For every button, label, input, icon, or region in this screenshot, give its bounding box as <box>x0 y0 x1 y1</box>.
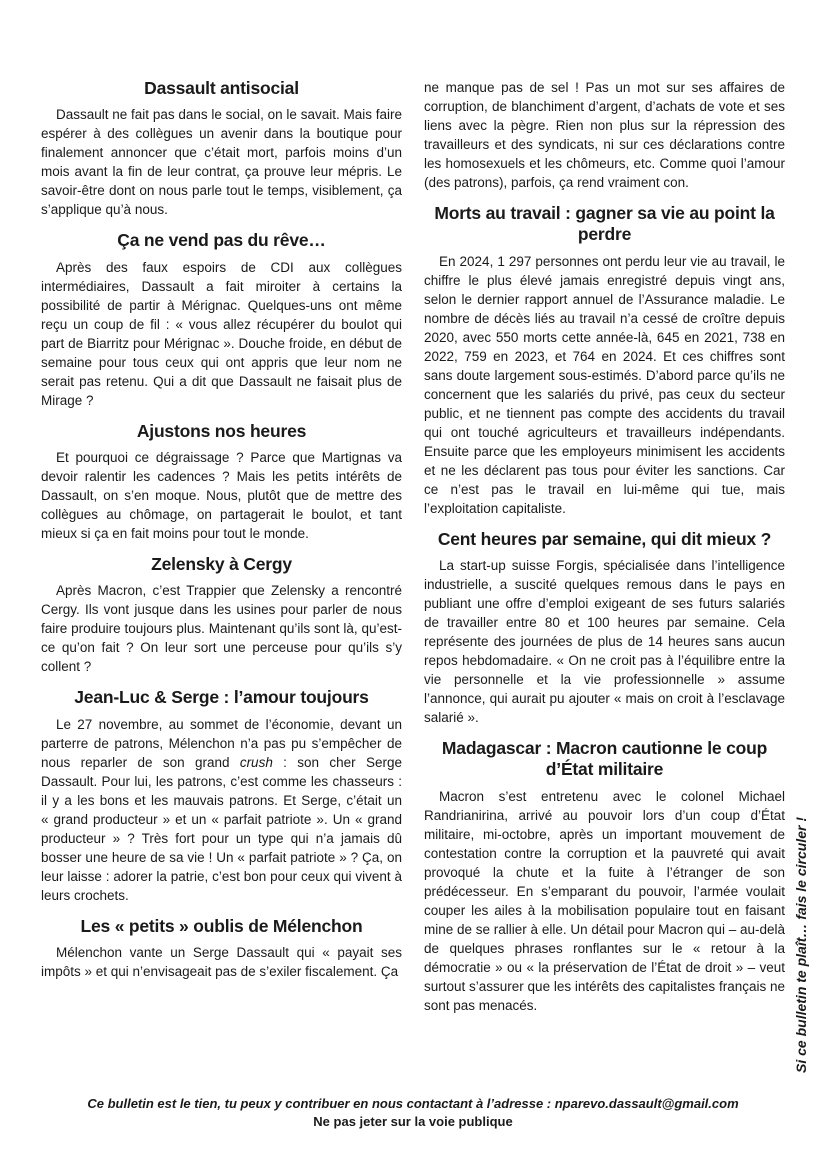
two-column-layout <box>41 78 785 1015</box>
section-heading: Dassault antisocial <box>144 78 299 98</box>
section-heading: Les « petits » oublis de Mélenchon <box>80 915 363 936</box>
section-ajustons-nos-heures <box>41 421 402 543</box>
continuation-paragraph: ne manque pas de sel ! Pas un mot sur ses affaires de corruption, de blanchiment d’argent, d’achats de vote et ses liens avec la pègre. Rien non plus sur la répression des travailleurs et des syndicats, ni sur ces déclarations contre les homosexuels et les chômeurs, etc. Comme quoi l’amour (des patrons), parfois, ça rend vraiment con. <box>424 80 785 190</box>
section-paragraph: Après Macron, c’est Trappier que Zelensky a rencontré Cergy. Ils vont jusque dans les usines pour parler de nous faire produire toujours plus. Maintenant qu’ils sont là, qu’est-ce qu’on fait ? On leur sort une perceuse pour qu’ils s’y collent ? <box>41 583 402 675</box>
right-column <box>424 78 785 1015</box>
footer-notice-line: Ne pas jeter sur la voie publique <box>313 1114 513 1129</box>
section-paragraph: Mélenchon vante un Serge Dassault qui « payait ses impôts » et qui n’envisageait pas de s’exiler fiscalement. Ça <box>41 945 402 980</box>
section-heading: Ça ne vend pas du rêve… <box>117 230 326 251</box>
section-zelensky-a-cergy <box>41 554 402 676</box>
section-heading: Madagascar : Macron cautionne le coup d’État militaire <box>441 738 768 780</box>
section-continuation <box>424 78 785 192</box>
section-heading: Zelensky à Cergy <box>151 554 292 575</box>
section-cent-heures-par-semaine <box>424 529 785 727</box>
section-heading: Morts au travail : gagner sa vie au point la perdre <box>434 203 775 245</box>
left-column <box>41 78 402 1015</box>
section-jean-luc-et-serge <box>41 687 402 904</box>
section-heading: Ajustons nos heures <box>136 420 307 441</box>
section-morts-au-travail <box>424 203 785 518</box>
section-madagascar-coup-detat <box>424 738 785 1015</box>
section-heading: Cent heures par semaine, qui dit mieux ? <box>437 528 772 549</box>
section-paragraph: En 2024, 1 297 personnes ont perdu leur vie au travail, le chiffre le plus élevé jamais enregistré depuis vingt ans, selon le dernier rapport annuel de l’Assurance maladie. Le nombre de décès liés au travail n’a cessé de croître depuis 2020, avec 550 morts cette année-là, 645 en 2021, 738 en 2022, 759 en 2023, et 764 en 2024. Et ces chiffres sont sans doute largement sous-estimés. D’abord parce qu’ils ne concernent que les salariés du privé, pas ceux du secteur public, et ne tiennent pas compte des accidents du travail qui ont touché agriculteurs et travailleurs indépendants. Ensuite parce que les employeurs minimisent les accidents et ne les déclarent pas tous pour éviter les sanctions. Car ce n’est pas le travail en lui-même qui tue, mais l’exploitation capitaliste. <box>424 253 785 516</box>
italic-word: crush <box>239 754 273 770</box>
section-dassault-antisocial <box>41 78 402 219</box>
section-ca-ne-vend-pas-du-reve <box>41 230 402 409</box>
section-paragraph: Après des faux espoirs de CDI aux collègues intermédiaires, Dassault a fait miroiter à certains la possibilité de partir à Mérignac. Quelques-uns ont même reçu un coup de fil : « vous allez récupérer du boulot qui part de Biarritz pour Mérignac ». Douche froide, en début de semaine pour tous ceux qui ont appris que leur nom ne serait pas retenu. Qui a dit que Dassault ne faisait plus de Mirage ? <box>41 259 402 408</box>
page-footer <box>0 1096 826 1129</box>
section-petits-oublis-de-melenchon <box>41 916 402 981</box>
footer-contact-line: Ce bulletin est le tien, tu peux y contribuer en nous contactant à l’adresse : nparevo.dassault@gmail.com <box>87 1096 739 1111</box>
section-paragraph: Macron s’est entretenu avec le colonel Michael Randrianirina, arrivé au pouvoir lors d’un coup d’État militaire, mi-octobre, après un important mouvement de contestation contre la corruption et la pauvreté qui avait provoqué la chute et la fuite à l’étranger de son prédécesseur. En s’emparant du pouvoir, l’armée voulait couper les ailes à la mobilisation populaire tout en faisant mine de se rallier à elle. Un détail pour Macron qui – au-delà de quelques phrases ronflantes sur le « retour à la démocratie » ou « la préservation de l’État de droit » – veut surtout s’assurer que les intérêts des capitalistes français ne sont pas menacés. <box>424 788 785 1013</box>
paragraph-text: : son cher Serge Dassault. Pour lui, les patrons, c’est comme les chasseurs : il y a les bons et les mauvais patrons. Et Serge, c’était un « grand producteur » et un « parfait patriote ». Un « grand producteur » ? Très fort pour un type qui n’a jamais dû bosser une heure de sa vie ! Un « parfait patriote » ? Ça, on leur laisse : adorer la patrie, c’est bon pour ceux qui vivent à leurs crochets. <box>41 754 402 903</box>
section-paragraph: La start-up suisse Forgis, spécialisée dans l’intelligence industrielle, a suscité quelques remous dans le pays en publiant une offre d’emploi exigeant de ses futurs salariés de travailler entre 80 et 100 heures par semaine. Cela représente des journées de plus de 14 heures sans aucun repos hebdomadaire. « On ne croit pas à l’équilibre entre la vie personnelle et la vie professionnelle » assume l’annonce, qui aurait pu ajouter « mais on croit à l’esclavage salarié ». <box>424 558 785 726</box>
section-paragraph: Et pourquoi ce dégraissage ? Parce que Martignas va devoir ralentir les cadences ? Mais les petits intérêts de Dassault, on s’en moque. Nous, plutôt que de mettre des collègues au chômage, on partagerait le boulot, et tant mieux si ça en fait moins pour tout le monde. <box>41 450 402 542</box>
section-heading: Jean-Luc & Serge : l’amour toujours <box>74 687 369 708</box>
section-paragraph <box>41 715 402 905</box>
circulate-side-note: Si ce bulletin te plaît… fais le circuler ! <box>793 817 809 1073</box>
section-paragraph: Dassault ne fait pas dans le social, on le savait. Mais faire espérer à des collègues un avenir dans la boutique pour finalement annoncer que c’était mort, parfois moins d’un mois avant la fin de leur contrat, ça prouve leur mépris. Le savoir-être dont on nous parle tout le temps, visiblement, ça s’applique qu’à nous. <box>41 107 402 218</box>
paragraph-text: Le 27 novembre, au sommet de l’économie, devant un parterre de patrons, Mélenchon n’a pas pu s’empêcher de nous reparler de son grand <box>41 716 402 770</box>
